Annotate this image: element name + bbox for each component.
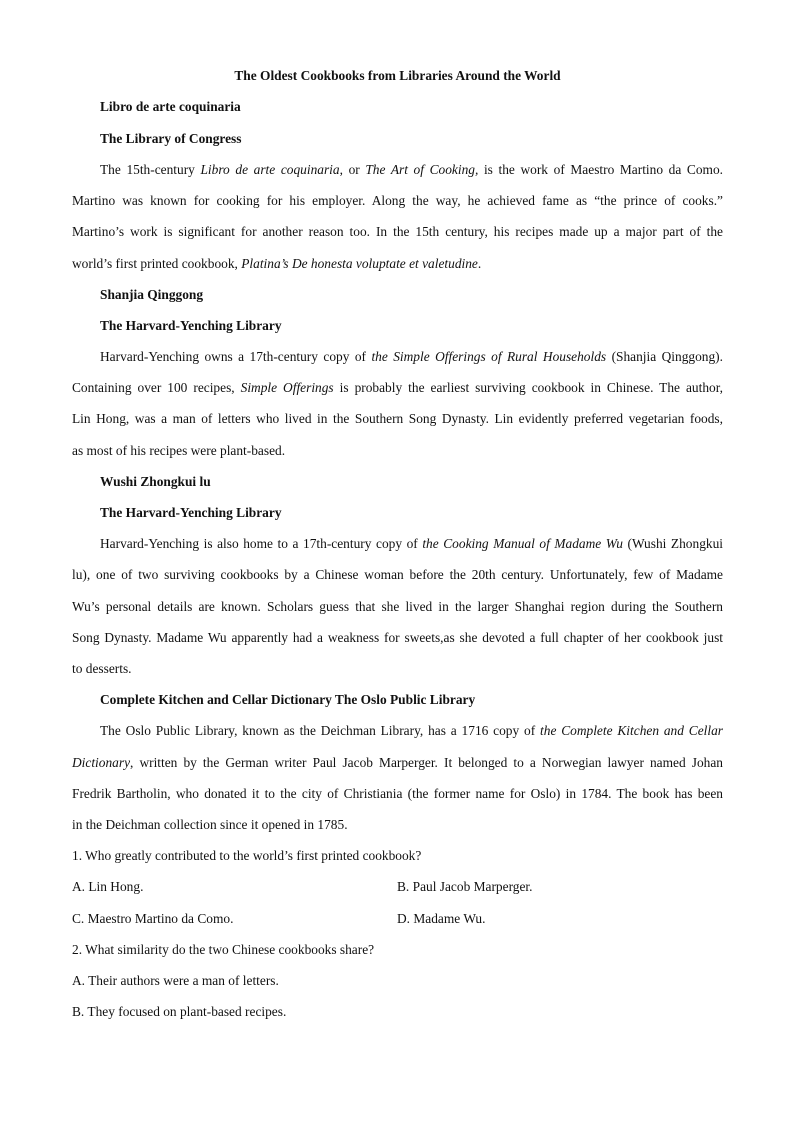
paragraph-line: Wu’s personal details are known. Scholars guess that she lived in the larger Shanghai region during the Southern xyxy=(72,599,723,614)
question-1: 1. Who greatly contributed to the world’s first printed cookbook? xyxy=(72,848,422,863)
paragraph-line: Song Dynasty. Madame Wu apparently had a weakness for sweets,as she devoted a full chapter of her cookbook just xyxy=(72,630,723,645)
question-2: 2. What similarity do the two Chinese cookbooks share? xyxy=(72,942,375,957)
section-heading: Complete Kitchen and Cellar Dictionary The Oslo Public Library xyxy=(100,692,476,707)
paragraph-line: Martino’s work is significant for another reason too. In the 15th century, his recipes made up a major part of the xyxy=(72,224,723,239)
paragraph-line: The Oslo Public Library, known as the Deichman Library, has a 1716 copy of the Complete Kitchen and Cellar xyxy=(100,723,724,738)
paragraph-line: as most of his recipes were plant-based. xyxy=(72,443,286,458)
option-row xyxy=(72,878,723,896)
option-row xyxy=(72,910,723,928)
paragraph-line: Harvard-Yenching is also home to a 17th-century copy of the Cooking Manual of Madame Wu (Wushi Zhongkui xyxy=(100,536,724,551)
paragraph-line: world’s first printed cookbook, Platina’s De honesta voluptate et valetudine. xyxy=(72,256,482,271)
section-heading: Shanjia Qinggong xyxy=(100,287,204,302)
option-b: B. Paul Jacob Marperger. xyxy=(397,879,533,894)
paragraph-line: The 15th-century Libro de arte coquinaria, or The Art of Cooking, is the work of Maestro Martino da Como. xyxy=(100,162,724,177)
section-heading: Wushi Zhongkui lu xyxy=(100,474,211,489)
option-a: A. Their authors were a man of letters. xyxy=(72,973,279,988)
paragraph-line: Lin Hong, was a man of letters who lived in the Southern Song Dynasty. Lin evidently preferred vegetarian foods, xyxy=(72,411,723,426)
paragraph-line: Fredrik Bartholin, who donated it to the city of Christiania (the former name for Oslo) in 1784. The book has been xyxy=(72,786,723,801)
document-title: The Oldest Cookbooks from Libraries Around the World xyxy=(234,68,561,83)
option-d: D. Madame Wu. xyxy=(397,911,486,926)
library-name: The Harvard-Yenching Library xyxy=(100,318,282,333)
paragraph-line: to desserts. xyxy=(72,661,132,676)
paragraph-line: Martino was known for cooking for his employer. Along the way, he achieved fame as “the prince of cooks.” xyxy=(72,193,723,208)
section-heading: Libro de arte coquinaria xyxy=(100,99,241,114)
paragraph-line: Containing over 100 recipes, Simple Offerings is probably the earliest surviving cookbook in Chinese. The author, xyxy=(72,380,723,395)
option-b: B. They focused on plant-based recipes. xyxy=(72,1004,287,1019)
library-name: The Harvard-Yenching Library xyxy=(100,505,282,520)
library-name: The Library of Congress xyxy=(100,131,242,146)
paragraph-line: lu), one of two surviving cookbooks by a Chinese woman before the 20th century. Unfortunately, few of Madame xyxy=(72,567,723,582)
option-a: A. Lin Hong. xyxy=(72,879,144,894)
paragraph-line: Harvard-Yenching owns a 17th-century copy of the Simple Offerings of Rural Households (Shanjia Qinggong). xyxy=(100,349,723,364)
paragraph-line: Dictionary, written by the German writer Paul Jacob Marperger. It belonged to a Norwegian lawyer named Johan xyxy=(72,755,723,770)
option-c: C. Maestro Martino da Como. xyxy=(72,911,234,926)
paragraph-line: in the Deichman collection since it opened in 1785. xyxy=(72,817,348,832)
